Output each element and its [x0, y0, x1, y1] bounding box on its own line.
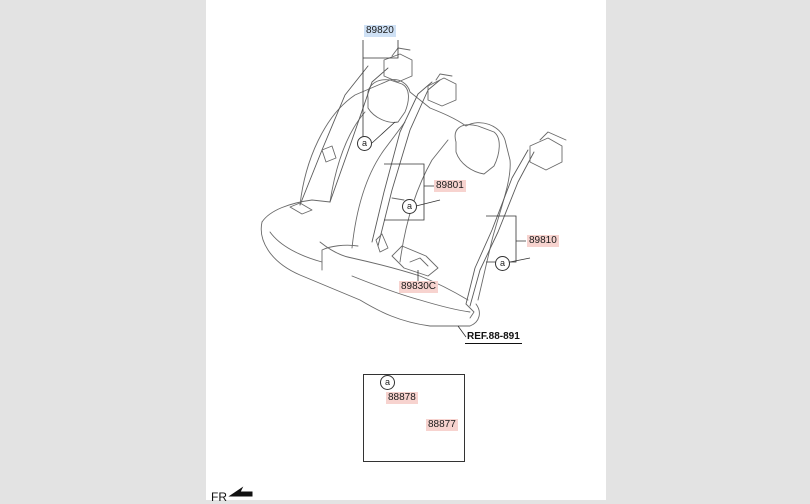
belt-center — [372, 80, 440, 246]
reference-link[interactable]: REF.88-891 — [467, 331, 520, 342]
callout-a: a — [357, 136, 372, 151]
retractor-right — [530, 132, 566, 170]
part-label-89820[interactable]: 89820 — [366, 25, 394, 36]
part-label-88878[interactable]: 88878 — [388, 392, 416, 403]
detail-callout-a: a — [380, 375, 395, 390]
front-label: FR — [211, 490, 227, 504]
callout-a: a — [402, 199, 417, 214]
callout-a: a — [495, 256, 510, 271]
detail-box — [363, 374, 465, 462]
seat-cushion — [261, 222, 479, 326]
buckle-assembly — [392, 246, 438, 276]
part-label-89801[interactable]: 89801 — [436, 180, 464, 191]
part-label-89830c[interactable]: 89830C — [401, 281, 437, 292]
headrest-right — [455, 125, 499, 174]
part-label-89810[interactable]: 89810 — [529, 235, 557, 246]
part-label-88877[interactable]: 88877 — [428, 419, 456, 430]
headrest-left — [368, 80, 409, 123]
retractor-center — [428, 74, 456, 106]
front-direction-arrow-icon — [230, 488, 252, 496]
belt-right — [466, 150, 534, 306]
